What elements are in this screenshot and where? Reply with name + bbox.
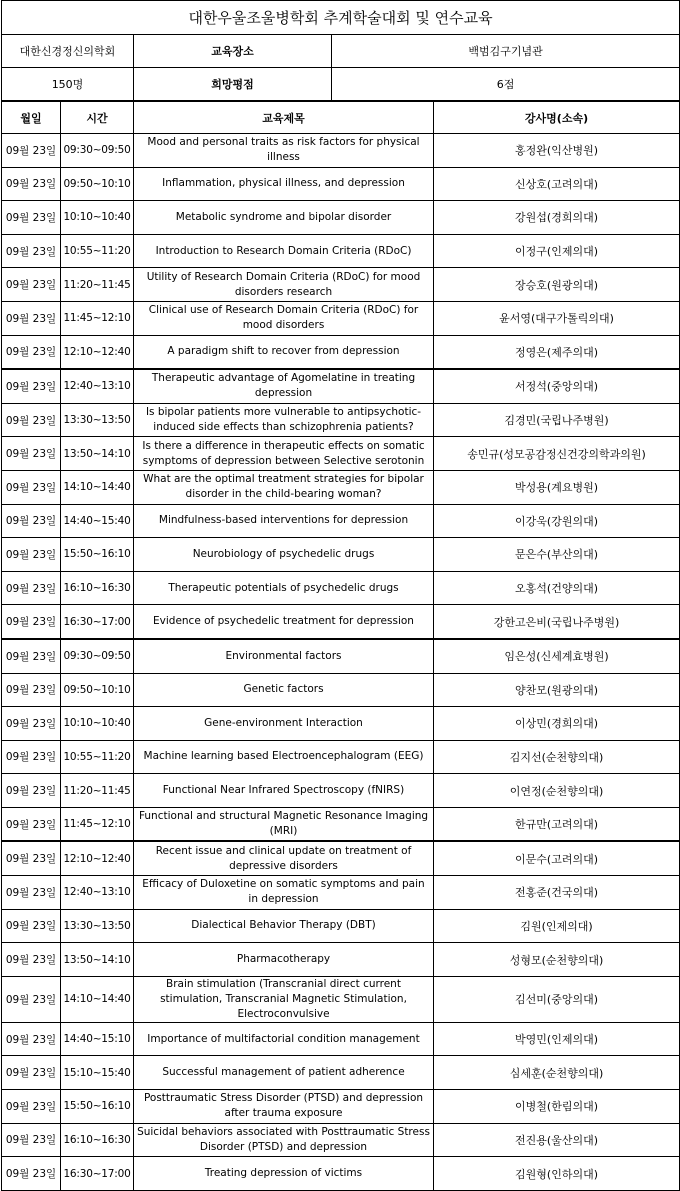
topic-cell: Suicidal behaviors associated with Posttraumatic Stress Disorder (PTSD) and depression <box>134 1123 434 1157</box>
table-row <box>2 1022 680 1056</box>
table-row <box>2 571 680 605</box>
topic-cell: Mood and personal traits as risk factors for physical illness <box>134 134 434 168</box>
topic-cell: A paradigm shift to recover from depression <box>134 335 434 369</box>
date-cell: 09월 23일 <box>2 1123 61 1157</box>
time-cell: 12:40~13:10 <box>61 369 134 403</box>
date-cell: 09월 23일 <box>2 470 61 504</box>
speaker-cell: 장승호(원광의대) <box>434 268 680 302</box>
organization-cell: 대한신경정신의학회 <box>2 35 134 68</box>
speaker-cell: 전진용(울산의대) <box>434 1123 680 1157</box>
venue-value: 백범김구기념관 <box>332 35 680 68</box>
date-cell: 09월 23일 <box>2 876 61 910</box>
speaker-cell: 이연정(순천향의대) <box>434 774 680 808</box>
speaker-cell: 오홍석(건양의대) <box>434 571 680 605</box>
date-cell: 09월 23일 <box>2 841 61 875</box>
time-cell: 14:10~14:40 <box>61 976 134 1022</box>
date-cell: 09월 23일 <box>2 134 61 168</box>
time-cell: 10:55~11:20 <box>61 234 134 268</box>
topic-cell: Brain stimulation (Transcranial direct current stimulation, Transcranial Magnetic Stimulation, Electroconvulsive <box>134 976 434 1022</box>
topic-cell: Importance of multifactorial condition management <box>134 1022 434 1056</box>
speaker-cell: 김지선(순천향의대) <box>434 740 680 774</box>
time-cell: 14:40~15:40 <box>61 504 134 538</box>
time-cell: 13:50~14:10 <box>61 943 134 977</box>
date-cell: 09월 23일 <box>2 369 61 403</box>
topic-cell: Introduction to Research Domain Criteria (RDoC) <box>134 234 434 268</box>
table-row <box>2 1123 680 1157</box>
table-row <box>2 876 680 910</box>
time-cell: 12:10~12:40 <box>61 841 134 875</box>
info-row-venue <box>2 35 680 68</box>
date-cell: 09월 23일 <box>2 1056 61 1090</box>
time-cell: 12:40~13:10 <box>61 876 134 910</box>
date-cell: 09월 23일 <box>2 639 61 673</box>
speaker-cell: 서정석(중앙의대) <box>434 369 680 403</box>
table-row <box>2 538 680 572</box>
speaker-cell: 임은성(신세계효병원) <box>434 639 680 673</box>
topic-cell: Genetic factors <box>134 673 434 707</box>
speaker-cell: 정영은(제주의대) <box>434 335 680 369</box>
time-cell: 11:20~11:45 <box>61 774 134 808</box>
time-cell: 13:30~13:50 <box>61 909 134 943</box>
rating-value: 6점 <box>332 68 680 102</box>
topic-cell: Gene-environment Interaction <box>134 707 434 741</box>
time-cell: 10:55~11:20 <box>61 740 134 774</box>
time-cell: 16:30~17:00 <box>61 1157 134 1191</box>
speaker-cell: 윤서영(대구가톨릭의대) <box>434 301 680 335</box>
date-cell: 09월 23일 <box>2 605 61 639</box>
topic-cell: Functional Near Infrared Spectroscopy (fNIRS) <box>134 774 434 808</box>
time-cell: 12:10~12:40 <box>61 335 134 369</box>
table-row <box>2 1157 680 1191</box>
table-row <box>2 841 680 875</box>
table-row <box>2 335 680 369</box>
speaker-cell: 이문수(고려의대) <box>434 841 680 875</box>
speaker-cell: 성형모(순천향의대) <box>434 943 680 977</box>
time-cell: 10:10~10:40 <box>61 201 134 235</box>
date-cell: 09월 23일 <box>2 807 61 841</box>
column-header-row <box>2 101 680 134</box>
table-row <box>2 909 680 943</box>
date-cell: 09월 23일 <box>2 740 61 774</box>
time-cell: 16:30~17:00 <box>61 605 134 639</box>
topic-cell: Clinical use of Research Domain Criteria (RDoC) for mood disorders <box>134 301 434 335</box>
speaker-cell: 신상호(고려의대) <box>434 167 680 201</box>
time-cell: 09:30~09:50 <box>61 134 134 168</box>
speaker-cell: 김원(인제의대) <box>434 909 680 943</box>
speaker-cell: 강한고은비(국립나주병원) <box>434 605 680 639</box>
speaker-cell: 박성용(계요병원) <box>434 470 680 504</box>
topic-cell: Is bipolar patients more vulnerable to antipsychotic-induced side effects than schizophrenia patients? <box>134 403 434 437</box>
date-cell: 09월 23일 <box>2 1090 61 1124</box>
table-row <box>2 1090 680 1124</box>
table-row <box>2 943 680 977</box>
topic-cell: Dialectical Behavior Therapy (DBT) <box>134 909 434 943</box>
time-cell: 14:40~15:10 <box>61 1022 134 1056</box>
topic-cell: Therapeutic potentials of psychedelic drugs <box>134 571 434 605</box>
time-cell: 09:50~10:10 <box>61 673 134 707</box>
date-cell: 09월 23일 <box>2 335 61 369</box>
date-cell: 09월 23일 <box>2 909 61 943</box>
date-cell: 09월 23일 <box>2 976 61 1022</box>
table-row <box>2 167 680 201</box>
header-date: 월일 <box>2 101 61 134</box>
table-row <box>2 134 680 168</box>
date-cell: 09월 23일 <box>2 774 61 808</box>
header-speaker: 강사명(소속) <box>434 101 680 134</box>
header-time: 시간 <box>61 101 134 134</box>
time-cell: 11:45~12:10 <box>61 301 134 335</box>
table-row <box>2 470 680 504</box>
table-row <box>2 605 680 639</box>
date-cell: 09월 23일 <box>2 167 61 201</box>
topic-cell: What are the optimal treatment strategies for bipolar disorder in the child-bearing woman? <box>134 470 434 504</box>
time-cell: 16:10~16:30 <box>61 571 134 605</box>
time-cell: 11:45~12:10 <box>61 807 134 841</box>
speaker-cell: 한규만(고려의대) <box>434 807 680 841</box>
topic-cell: Environmental factors <box>134 639 434 673</box>
topic-cell: Utility of Research Domain Criteria (RDoC) for mood disorders research <box>134 268 434 302</box>
schedule-table <box>1 0 680 1191</box>
speaker-cell: 이강욱(강원의대) <box>434 504 680 538</box>
header-topic: 교육제목 <box>134 101 434 134</box>
date-cell: 09월 23일 <box>2 1022 61 1056</box>
date-cell: 09월 23일 <box>2 707 61 741</box>
date-cell: 09월 23일 <box>2 504 61 538</box>
table-row <box>2 369 680 403</box>
speaker-cell: 문은수(부산의대) <box>434 538 680 572</box>
speaker-cell: 양찬모(원광의대) <box>434 673 680 707</box>
info-row-rating <box>2 68 680 102</box>
table-row <box>2 976 680 1022</box>
topic-cell: Machine learning based Electroencephalogram (EEG) <box>134 740 434 774</box>
date-cell: 09월 23일 <box>2 268 61 302</box>
date-cell: 09월 23일 <box>2 201 61 235</box>
time-cell: 10:10~10:40 <box>61 707 134 741</box>
topic-cell: Efficacy of Duloxetine on somatic symptoms and pain in depression <box>134 876 434 910</box>
topic-cell: Successful management of patient adherence <box>134 1056 434 1090</box>
table-row <box>2 1056 680 1090</box>
time-cell: 13:50~14:10 <box>61 437 134 471</box>
date-cell: 09월 23일 <box>2 1157 61 1191</box>
table-row <box>2 639 680 673</box>
table-row <box>2 774 680 808</box>
topic-cell: Functional and structural Magnetic Resonance Imaging (MRI) <box>134 807 434 841</box>
table-row <box>2 740 680 774</box>
topic-cell: Pharmacotherapy <box>134 943 434 977</box>
date-cell: 09월 23일 <box>2 403 61 437</box>
time-cell: 13:30~13:50 <box>61 403 134 437</box>
title-row <box>2 1 680 35</box>
venue-label: 교육장소 <box>134 35 332 68</box>
topic-cell: Treating depression of victims <box>134 1157 434 1191</box>
time-cell: 11:20~11:45 <box>61 268 134 302</box>
time-cell: 09:30~09:50 <box>61 639 134 673</box>
speaker-cell: 심세훈(순천향의대) <box>434 1056 680 1090</box>
time-cell: 09:50~10:10 <box>61 167 134 201</box>
time-cell: 14:10~14:40 <box>61 470 134 504</box>
topic-cell: Mindfulness-based interventions for depression <box>134 504 434 538</box>
date-cell: 09월 23일 <box>2 943 61 977</box>
table-row <box>2 437 680 471</box>
speaker-cell: 홍정완(익산병원) <box>434 134 680 168</box>
date-cell: 09월 23일 <box>2 437 61 471</box>
topic-cell: Therapeutic advantage of Agomelatine in treating depression <box>134 369 434 403</box>
table-row <box>2 301 680 335</box>
topic-cell: Inflammation, physical illness, and depression <box>134 167 434 201</box>
speaker-cell: 박영민(인제의대) <box>434 1022 680 1056</box>
rating-label: 희망평점 <box>134 68 332 102</box>
date-cell: 09월 23일 <box>2 301 61 335</box>
table-row <box>2 268 680 302</box>
topic-cell: Posttraumatic Stress Disorder (PTSD) and depression after trauma exposure <box>134 1090 434 1124</box>
document-title: 대한우울조울병학회 추계학술대회 및 연수교육 <box>2 1 680 35</box>
speaker-cell: 강원섭(경희의대) <box>434 201 680 235</box>
table-row <box>2 403 680 437</box>
topic-cell: Is there a difference in therapeutic effects on somatic symptoms of depression between Selective serotonin <box>134 437 434 471</box>
speaker-cell: 김경민(국립나주병원) <box>434 403 680 437</box>
table-row <box>2 673 680 707</box>
time-cell: 15:50~16:10 <box>61 1090 134 1124</box>
speaker-cell: 이정구(인제의대) <box>434 234 680 268</box>
topic-cell: Neurobiology of psychedelic drugs <box>134 538 434 572</box>
speaker-cell: 이병철(한림의대) <box>434 1090 680 1124</box>
table-row <box>2 504 680 538</box>
table-row <box>2 707 680 741</box>
time-cell: 16:10~16:30 <box>61 1123 134 1157</box>
table-row <box>2 201 680 235</box>
date-cell: 09월 23일 <box>2 571 61 605</box>
date-cell: 09월 23일 <box>2 673 61 707</box>
date-cell: 09월 23일 <box>2 234 61 268</box>
capacity-cell: 150명 <box>2 68 134 102</box>
table-row <box>2 234 680 268</box>
topic-cell: Metabolic syndrome and bipolar disorder <box>134 201 434 235</box>
date-cell: 09월 23일 <box>2 538 61 572</box>
speaker-cell: 이상민(경희의대) <box>434 707 680 741</box>
time-cell: 15:10~15:40 <box>61 1056 134 1090</box>
topic-cell: Recent issue and clinical update on treatment of depressive disorders <box>134 841 434 875</box>
speaker-cell: 김원형(인하의대) <box>434 1157 680 1191</box>
topic-cell: Evidence of psychedelic treatment for depression <box>134 605 434 639</box>
speaker-cell: 송민규(성모공감정신건강의학과의원) <box>434 437 680 471</box>
table-row <box>2 807 680 841</box>
time-cell: 15:50~16:10 <box>61 538 134 572</box>
speaker-cell: 김선미(중앙의대) <box>434 976 680 1022</box>
speaker-cell: 전홍준(건국의대) <box>434 876 680 910</box>
